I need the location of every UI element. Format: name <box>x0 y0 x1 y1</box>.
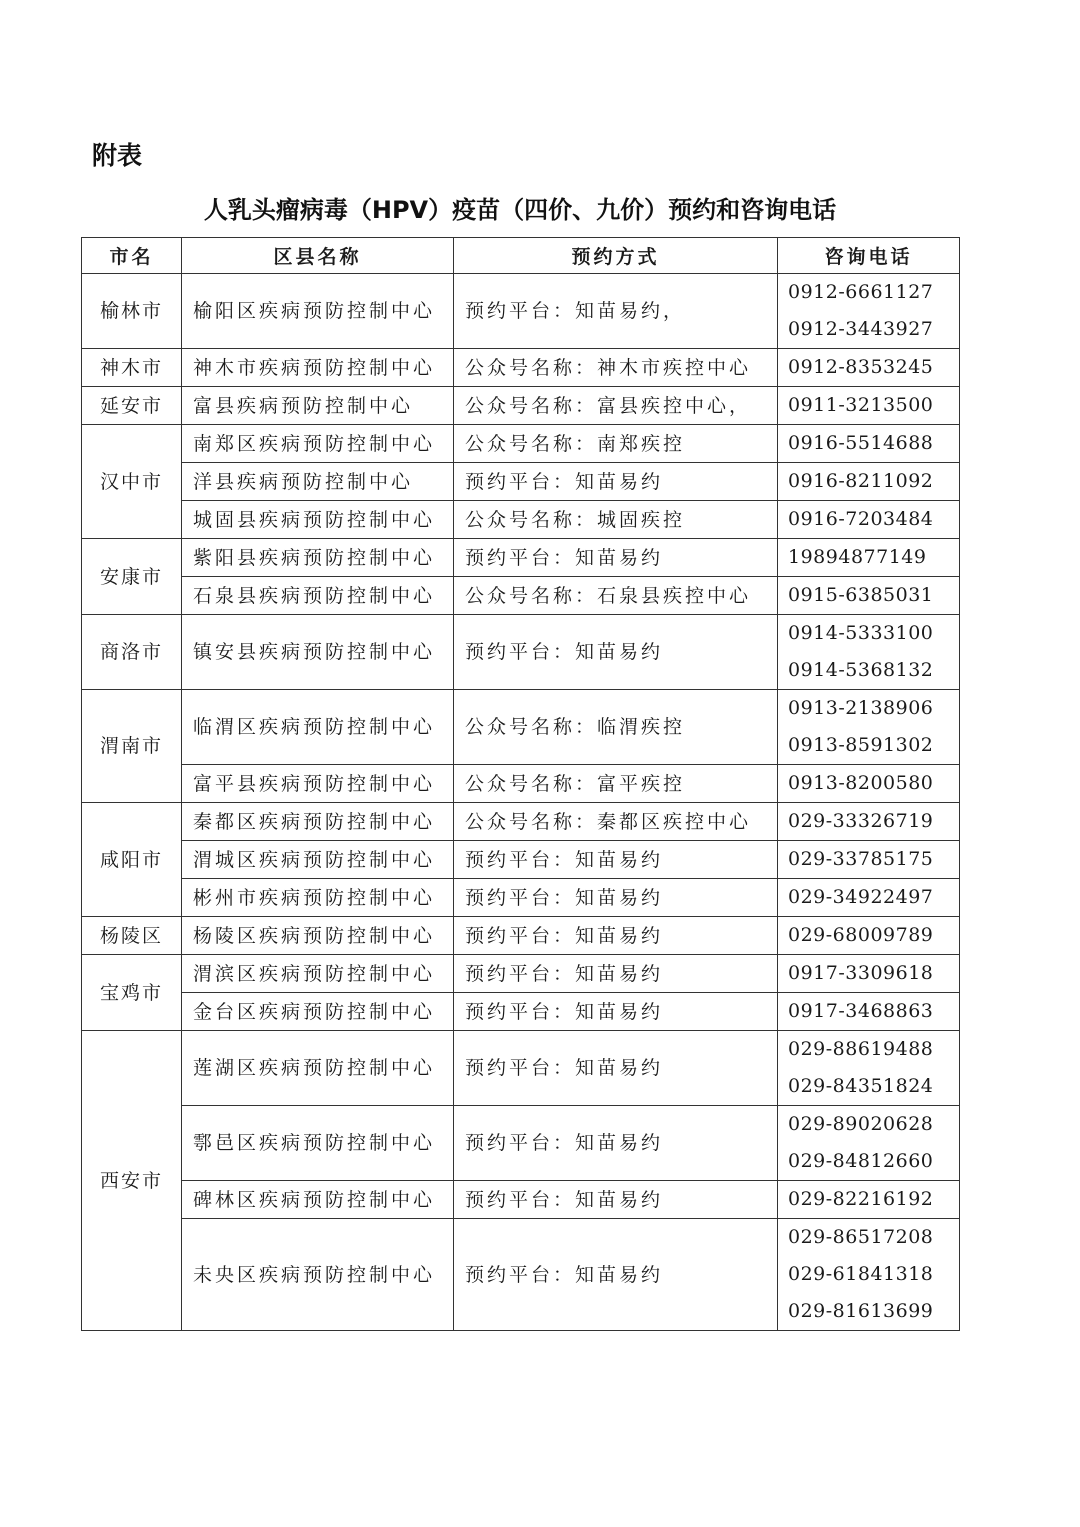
phone-number: 0913-8200580 <box>788 772 934 794</box>
booking-method-cell: 预约平台：知苗易约 <box>454 917 778 955</box>
table-row <box>82 463 960 501</box>
district-cdc-cell: 神木市疾病预防控制中心 <box>182 349 454 387</box>
page-title: 人乳头瘤病毒（HPV）疫苗（四价、九价）预约和咨询电话 <box>203 196 837 224</box>
booking-method-cell: 公众号名称：神木市疾控中心 <box>454 349 778 387</box>
column-header-district: 区县名称 <box>182 238 454 274</box>
phone-number: 0911-3213500 <box>788 394 934 416</box>
phone-cell <box>778 539 960 577</box>
table-row <box>82 803 960 841</box>
booking-method-cell: 公众号名称：秦都区疾控中心 <box>454 803 778 841</box>
phone-cell <box>778 955 960 993</box>
phone-number: 0914-5333100 <box>788 622 934 644</box>
phone-cell <box>778 803 960 841</box>
district-cdc-cell: 洋县疾病预防控制中心 <box>182 463 454 501</box>
phone-number: 029-89020628 <box>788 1113 934 1135</box>
phone-number: 0916-8211092 <box>788 470 934 492</box>
phone-cell <box>778 577 960 615</box>
district-cdc-cell: 秦都区疾病预防控制中心 <box>182 803 454 841</box>
table-row <box>82 577 960 615</box>
table-row <box>82 917 960 955</box>
phone-number: 0916-7203484 <box>788 508 934 530</box>
table-body <box>82 274 960 1331</box>
phone-cell <box>778 993 960 1031</box>
table-row <box>82 993 960 1031</box>
table-row <box>82 539 960 577</box>
phone-number: 0914-5368132 <box>788 659 934 681</box>
booking-method-cell: 预约平台：知苗易约 <box>454 1031 778 1106</box>
booking-method-cell: 预约平台：知苗易约 <box>454 1219 778 1331</box>
phone-cell <box>778 615 960 690</box>
city-name-cell: 商洛市 <box>82 615 182 690</box>
phone-number: 19894877149 <box>788 546 927 568</box>
phone-cell <box>778 917 960 955</box>
phone-number: 029-84351824 <box>788 1075 934 1097</box>
booking-method-cell: 预约平台：知苗易约 <box>454 615 778 690</box>
table-row <box>82 1181 960 1219</box>
district-cdc-cell: 榆阳区疾病预防控制中心 <box>182 274 454 349</box>
phone-cell <box>778 387 960 425</box>
phone-number: 0917-3309618 <box>788 962 934 984</box>
phone-cell <box>778 501 960 539</box>
table-row <box>82 955 960 993</box>
booking-method-cell: 公众号名称：富平疾控 <box>454 765 778 803</box>
column-header-method: 预约方式 <box>454 238 778 274</box>
booking-method-cell: 预约平台：知苗易约 <box>454 993 778 1031</box>
phone-number: 0915-6385031 <box>788 584 934 606</box>
district-cdc-cell: 紫阳县疾病预防控制中心 <box>182 539 454 577</box>
phone-number: 0913-8591302 <box>788 734 934 756</box>
district-cdc-cell: 渭城区疾病预防控制中心 <box>182 841 454 879</box>
phone-cell <box>778 765 960 803</box>
table-row <box>82 841 960 879</box>
table-row <box>82 1219 960 1331</box>
booking-method-cell: 公众号名称：富县疾控中心， <box>454 387 778 425</box>
phone-number: 029-86517208 <box>788 1226 934 1248</box>
city-name-cell: 西安市 <box>82 1031 182 1331</box>
district-cdc-cell: 城固县疾病预防控制中心 <box>182 501 454 539</box>
annex-label: 附表 <box>92 141 143 170</box>
phone-number: 0916-5514688 <box>788 432 934 454</box>
table-row <box>82 1031 960 1106</box>
phone-number: 029-61841318 <box>788 1263 934 1285</box>
city-name-cell: 安康市 <box>82 539 182 615</box>
phone-number: 029-68009789 <box>788 924 934 946</box>
booking-method-cell: 预约平台：知苗易约 <box>454 1106 778 1181</box>
phone-number: 029-33326719 <box>788 810 934 832</box>
booking-method-cell: 公众号名称：临渭疾控 <box>454 690 778 765</box>
booking-method-cell: 预约平台：知苗易约， <box>454 274 778 349</box>
booking-method-cell: 预约平台：知苗易约 <box>454 879 778 917</box>
table-row <box>82 765 960 803</box>
phone-number: 0912-6661127 <box>788 281 934 303</box>
district-cdc-cell: 碑林区疾病预防控制中心 <box>182 1181 454 1219</box>
booking-method-cell: 公众号名称：南郑疾控 <box>454 425 778 463</box>
city-name-cell: 宝鸡市 <box>82 955 182 1031</box>
district-cdc-cell: 莲湖区疾病预防控制中心 <box>182 1031 454 1106</box>
phone-number: 029-33785175 <box>788 848 934 870</box>
phone-number: 0912-8353245 <box>788 356 934 378</box>
table-row <box>82 690 960 765</box>
phone-cell <box>778 274 960 349</box>
booking-method-cell: 预约平台：知苗易约 <box>454 1181 778 1219</box>
phone-cell <box>778 1181 960 1219</box>
phone-number: 029-81613699 <box>788 1300 934 1322</box>
table-row <box>82 274 960 349</box>
district-cdc-cell: 金台区疾病预防控制中心 <box>182 993 454 1031</box>
phone-number: 029-84812660 <box>788 1150 934 1172</box>
booking-method-cell: 公众号名称：城固疾控 <box>454 501 778 539</box>
district-cdc-cell: 镇安县疾病预防控制中心 <box>182 615 454 690</box>
phone-number: 0913-2138906 <box>788 697 934 719</box>
district-cdc-cell: 富县疾病预防控制中心 <box>182 387 454 425</box>
table-row <box>82 349 960 387</box>
phone-number: 029-34922497 <box>788 886 934 908</box>
city-name-cell: 渭南市 <box>82 690 182 803</box>
table-row <box>82 425 960 463</box>
hpv-contact-table <box>81 237 960 1331</box>
city-name-cell: 神木市 <box>82 349 182 387</box>
table-row <box>82 387 960 425</box>
phone-number: 029-88619488 <box>788 1038 934 1060</box>
phone-cell <box>778 879 960 917</box>
table-row <box>82 1106 960 1181</box>
phone-cell <box>778 1219 960 1331</box>
phone-cell <box>778 690 960 765</box>
phone-cell <box>778 349 960 387</box>
city-name-cell: 咸阳市 <box>82 803 182 917</box>
phone-number: 029-82216192 <box>788 1188 934 1210</box>
phone-number: 0912-3443927 <box>788 318 934 340</box>
booking-method-cell: 预约平台：知苗易约 <box>454 955 778 993</box>
district-cdc-cell: 南郑区疾病预防控制中心 <box>182 425 454 463</box>
column-header-city: 市名 <box>82 238 182 274</box>
booking-method-cell: 公众号名称：石泉县疾控中心 <box>454 577 778 615</box>
city-name-cell: 榆林市 <box>82 274 182 349</box>
phone-cell <box>778 425 960 463</box>
district-cdc-cell: 渭滨区疾病预防控制中心 <box>182 955 454 993</box>
district-cdc-cell: 富平县疾病预防控制中心 <box>182 765 454 803</box>
city-name-cell: 延安市 <box>82 387 182 425</box>
city-name-cell: 汉中市 <box>82 425 182 539</box>
city-name-cell: 杨陵区 <box>82 917 182 955</box>
table-row <box>82 879 960 917</box>
phone-cell <box>778 1106 960 1181</box>
district-cdc-cell: 石泉县疾病预防控制中心 <box>182 577 454 615</box>
booking-method-cell: 预约平台：知苗易约 <box>454 539 778 577</box>
district-cdc-cell: 彬州市疾病预防控制中心 <box>182 879 454 917</box>
table-row <box>82 501 960 539</box>
phone-cell <box>778 841 960 879</box>
booking-method-cell: 预约平台：知苗易约 <box>454 841 778 879</box>
district-cdc-cell: 临渭区疾病预防控制中心 <box>182 690 454 765</box>
column-header-phone: 咨询电话 <box>778 238 960 274</box>
district-cdc-cell: 杨陵区疾病预防控制中心 <box>182 917 454 955</box>
phone-number: 0917-3468863 <box>788 1000 934 1022</box>
phone-cell <box>778 463 960 501</box>
district-cdc-cell: 鄠邑区疾病预防控制中心 <box>182 1106 454 1181</box>
district-cdc-cell: 未央区疾病预防控制中心 <box>182 1219 454 1331</box>
table-header-row <box>82 238 960 274</box>
booking-method-cell: 预约平台：知苗易约 <box>454 463 778 501</box>
phone-cell <box>778 1031 960 1106</box>
table-row <box>82 615 960 690</box>
